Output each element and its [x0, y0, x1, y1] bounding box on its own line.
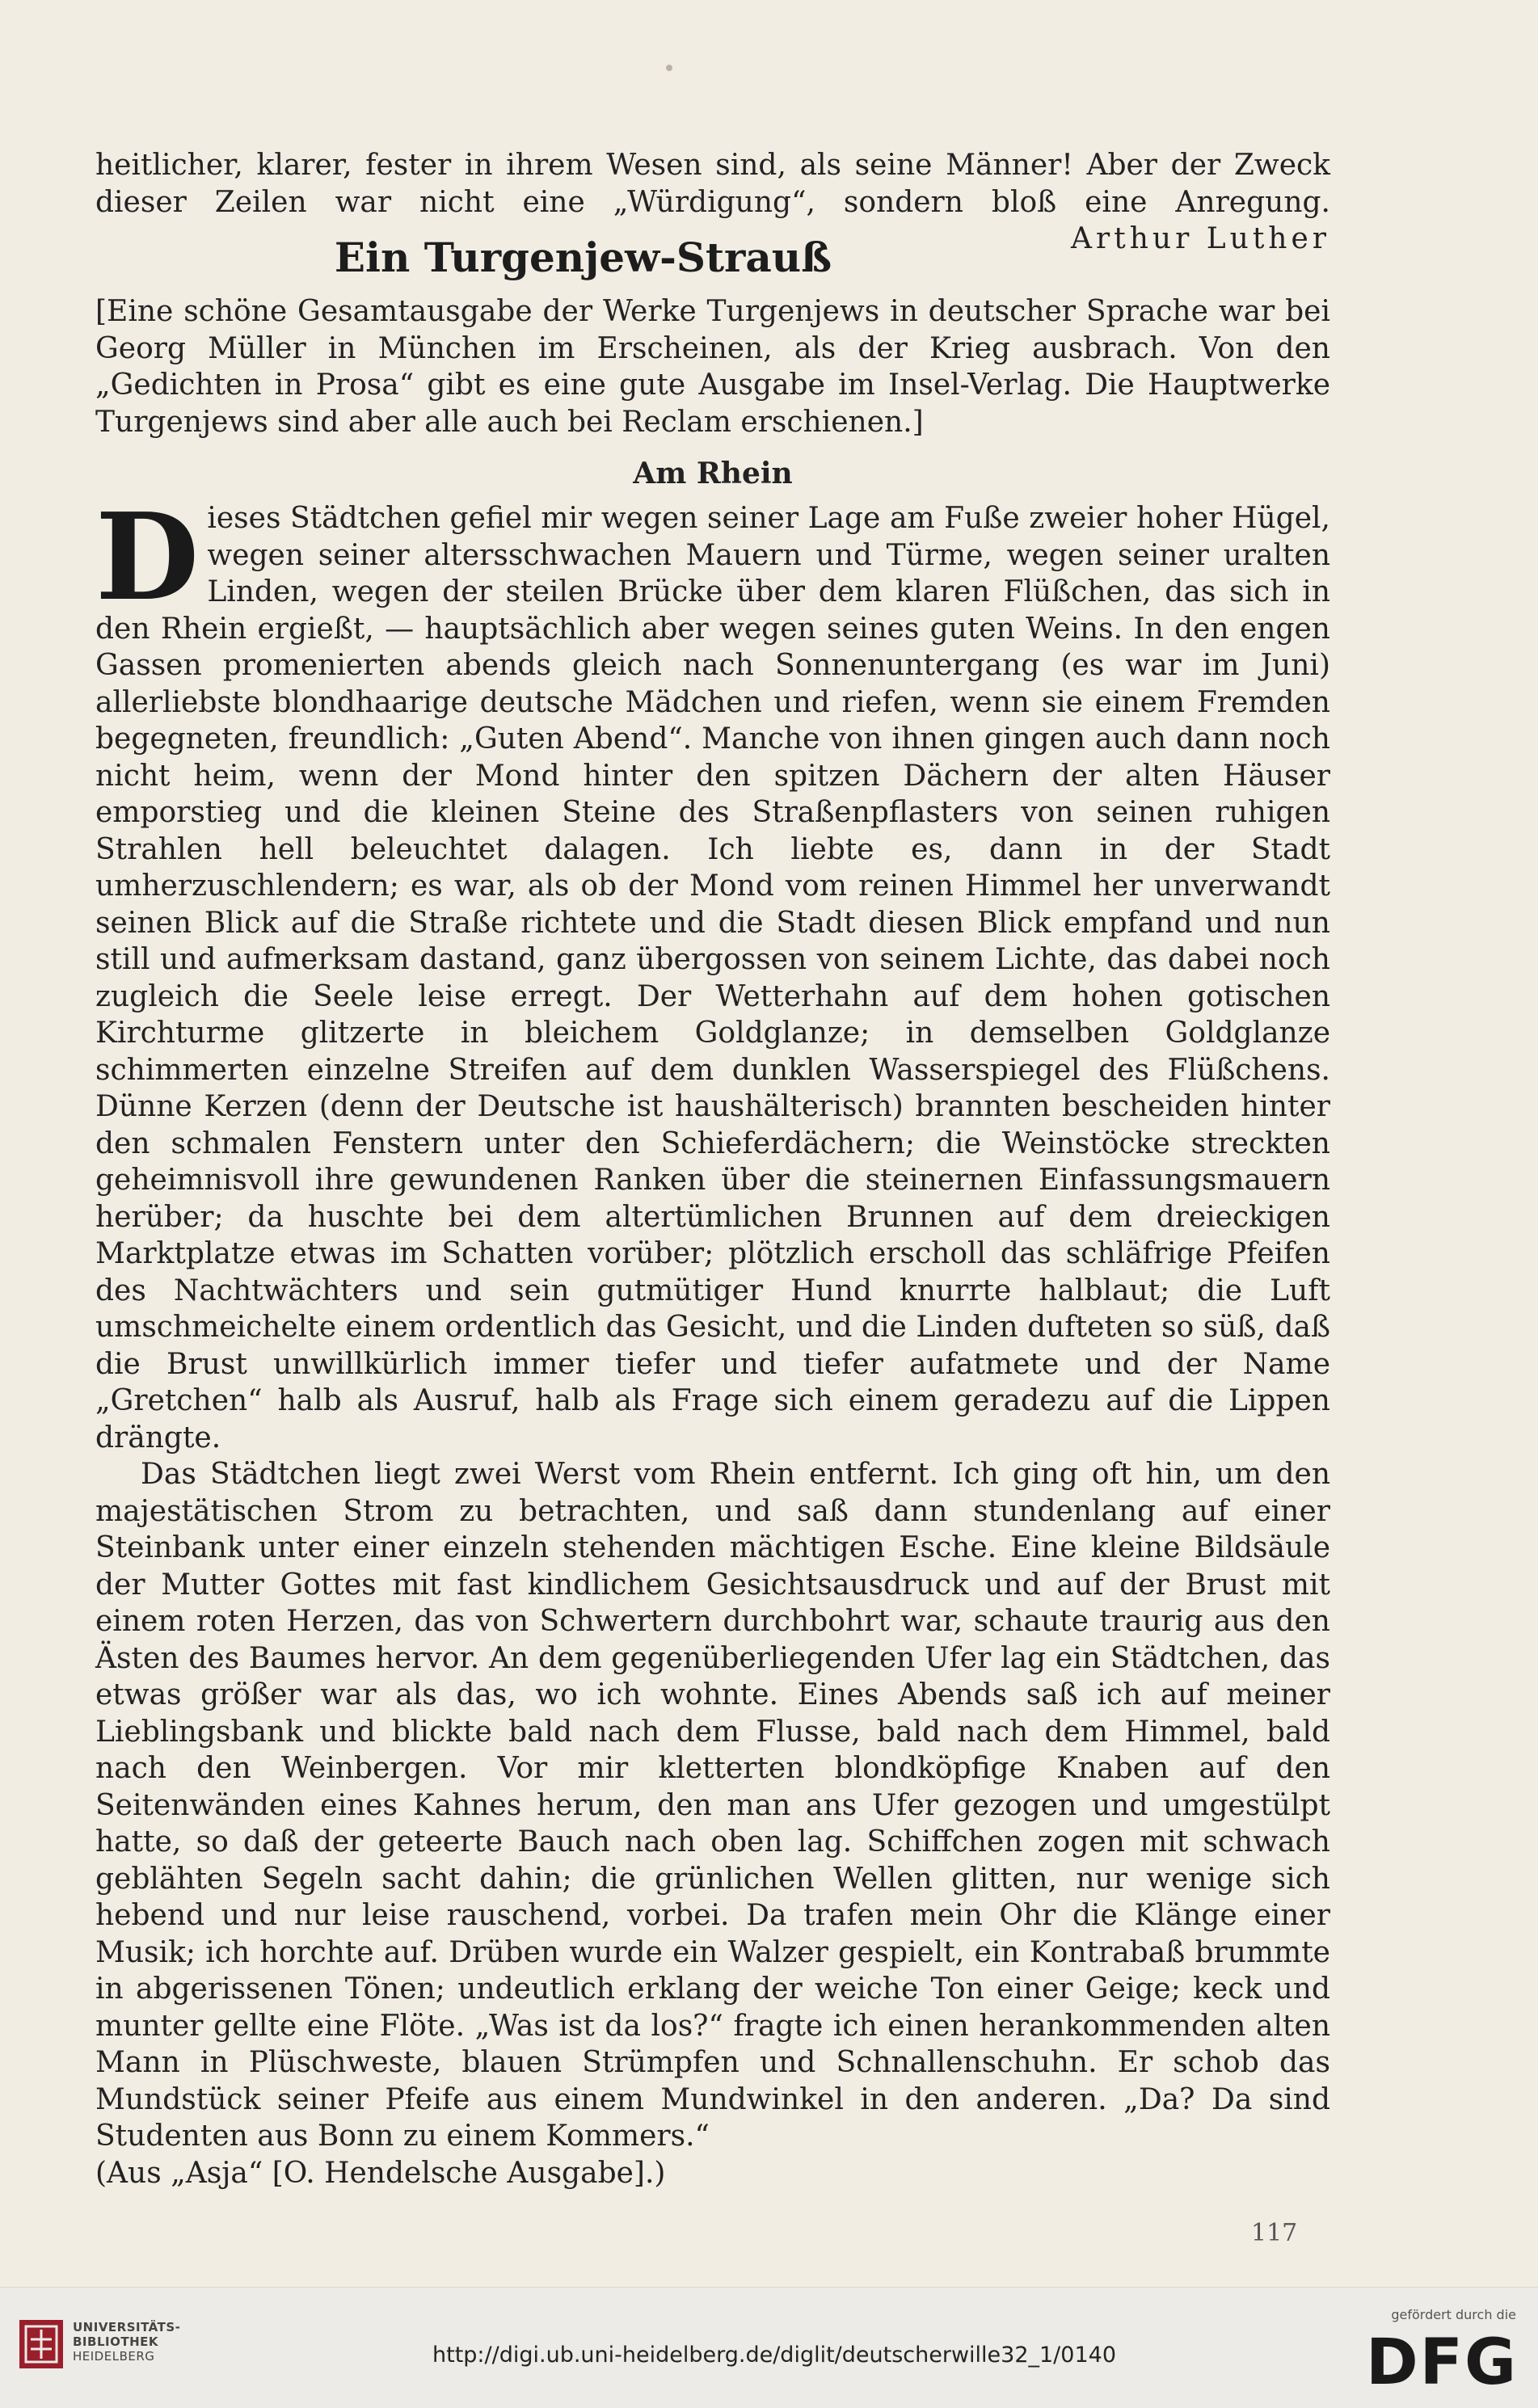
article-title: Ein Turgenjew-Strauß	[334, 234, 832, 281]
university-library-logo[interactable]	[18, 2318, 212, 2383]
dfg-logo-text: DFG	[1365, 2326, 1518, 2399]
dfg-funding-logo[interactable]	[1364, 2307, 1526, 2399]
viewer-footer	[0, 2287, 1538, 2408]
drop-cap: D	[95, 486, 200, 627]
section-subtitle: Am Rhein	[633, 457, 793, 490]
previous-article-text: heitlicher, klarer, fester in ihrem Wesen sind, als seine Männer! Aber der Zweck dieser Zeilen war nicht eine „Würdigung“, sondern bloß eine Anregung.	[95, 149, 1330, 219]
paragraph-1-text: ieses Städtchen gefiel mir wegen seiner Lage am Fuße zweier hoher Hügel, wegen seiner altersschwachen Mauern und Türme, wegen seiner uralten Linden, wegen der steilen Brücke über dem klaren Flüßchen, das sich in den Rhein ergießt, — hauptsächlich aber wegen seines guten Weins. In den engen Gassen promenierten abends gleich nach Sonnenuntergang (es war im Juni) allerliebste blondhaarige deutsche Mädchen und riefen, wenn sie einem Fremden begegneten, freundlich: „Guten Abend“. Manche von ihnen gingen auch dann noch nicht heim, wenn der Mond hinter den spitzen Dächern der alten Häuser emporstieg und die kleinen Steine des Straßenpflasters von seinen ruhigen Strahlen hell beleuchtet dalagen. Ich liebte es, dann in der Stadt umherzuschlendern; es war, als ob der Mond vom reinen Himmel her unverwandt seinen Blick auf die Straße richtete und die Stadt diesen Blick empfand und nun still und aufmerksam dastand, ganz übergossen von seinem Lichte, das dabei noch zugleich die Seele leise erregt. Der Wetterhahn auf dem hohen gotischen Kirchturme glitzerte in bleichem Goldglanze; in demselben Goldglanze schimmerten einzelne Streifen auf dem dunklen Wasserspiegel des Flüßchens. Dünne Kerzen (denn der Deutsche ist haushälterisch) brannten bescheiden hinter den schmalen Fenstern unter den Schieferdächern; die Weinstöcke streckten geheimnisvoll ihre gewundenen Ranken über die steinernen Einfassungsmauern herüber; da huschte bei dem altertümlichen Brunnen auf dem dreieckigen Marktplatze etwas im Schatten vorüber; plötzlich erscholl das schläfrige Pfeifen des Nachtwächters und sein gutmütiger Hund knurrte halblaut; die Luft umschmeichelte einem ordentlich das Gesicht, und die Linden dufteten so süß, daß die Brust unwillkürlich immer tiefer und tiefer aufatmete und der Name „Gretchen“ halb als Ausruf, halb als Frage sich einem geradezu auf die Lippen drängte.	[95, 502, 1330, 1454]
library-name	[73, 2320, 180, 2364]
scan-artifact-dot	[666, 65, 672, 71]
library-name-line-2: BIBLIOTHEK	[73, 2334, 158, 2349]
library-name-line-1: UNIVERSITÄTS-	[73, 2320, 181, 2334]
document-url-link[interactable]: http://digi.ub.uni-heidelberg.de/diglit/deutscherwille32_1/0140	[432, 2343, 1116, 2368]
page-content	[95, 147, 1330, 2191]
author-signature: Arthur Luther	[1071, 222, 1330, 255]
page-number: 117	[1251, 2219, 1298, 2247]
article-intro: [Eine schöne Gesamtausgabe der Werke Turgenjews in deutscher Sprache war bei Georg Müller in München im Erscheinen, als der Krieg ausbrach. Von den „Gedichten in Prosa“ gibt es eine gute Ausgabe im Insel-Verlag. Die Hauptwerke Turgenjews sind aber alle auch bei Reclam erschienen.]	[95, 295, 1330, 439]
source-citation: (Aus „Asja“ [O. Hendelsche Ausgabe].)	[95, 2156, 666, 2190]
funding-caption: gefördert durch die	[1391, 2307, 1516, 2322]
paragraph-1	[95, 486, 1330, 1456]
library-name-line-3: HEIDELBERG	[73, 2349, 155, 2364]
previous-article-ending	[95, 147, 1330, 255]
library-seal-icon	[18, 2318, 65, 2370]
paragraph-2: Das Städtchen liegt zwei Werst vom Rhein entfernt. Ich ging oft hin, um den majestätischen Strom zu betrachten, und saß dann stundenlang auf einer Steinbank unter einer einzeln stehenden mächtigen Esche. Eine kleine Bildsäule der Mutter Gottes mit fast kindlichem Gesichtsausdruck und auf der Brust mit einem roten Herzen, das von Schwertern durchbohrt war, schaute traurig aus den Ästen des Baumes hervor. An dem gegenüberliegenden Ufer lag ein Städtchen, das etwas größer war als das, wo ich wohnte. Eines Abends saß ich auf meiner Lieblingsbank und blickte bald nach dem Flusse, bald nach dem Himmel, bald nach den Weinbergen. Vor mir kletterten blondköpfige Knaben auf den Seitenwänden eines Kahnes herum, den man ans Ufer gezogen und umgestülpt hatte, so daß der geteerte Bauch nach oben lag. Schiffchen zogen mit schwach geblähten Segeln sacht dahin; die grünlichen Wellen glitten, nur wenige sich hebend und nur leise rauschend, vorbei. Da trafen mein Ohr die Klänge einer Musik; ich horchte auf. Drüben wurde ein Walzer gespielt, ein Kontrabaß brummte in abgerissenen Tönen; undeutlich erklang der weiche Ton einer Geige; keck und munter gellte eine Flöte. „Was ist da los?“ fragte ich einen herankommenden alten Mann in Plüschweste, blauen Strümpfen und Schnallenschuhn. Er schob das Mundstück seiner Pfeife aus einem Mundwinkel in den anderen. „Da? Da sind Studenten aus Bonn zu einem Kommers.“	[95, 1458, 1330, 2153]
